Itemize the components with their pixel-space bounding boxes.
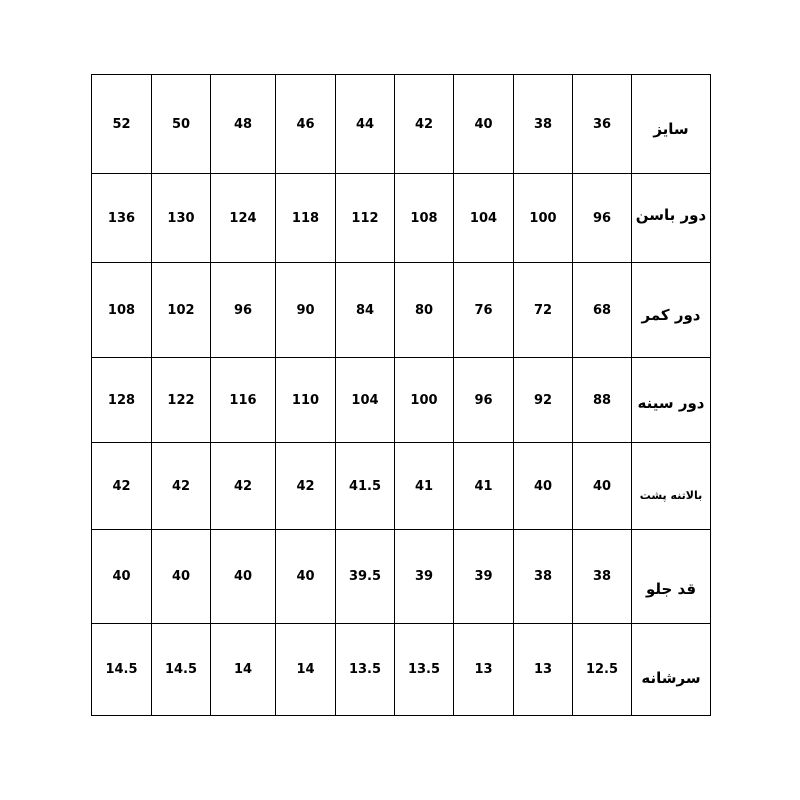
- table-cell: 84: [336, 263, 395, 358]
- table-cell: 108: [395, 174, 454, 263]
- table-cell: 96: [211, 263, 276, 358]
- table-cell: 38: [573, 530, 632, 624]
- table-cell: 40: [152, 530, 211, 624]
- table-cell: 80: [395, 263, 454, 358]
- table-cell: 104: [454, 174, 514, 263]
- table-cell: 13: [454, 624, 514, 716]
- row-label-text: سرشانه: [641, 668, 701, 687]
- row-label-front-length: [632, 530, 711, 624]
- table-cell: 40: [454, 75, 514, 174]
- table-cell: 39.5: [336, 530, 395, 624]
- table-cell: 14: [211, 624, 276, 716]
- table-cell: 38: [514, 75, 573, 174]
- table-cell: 42: [276, 443, 336, 530]
- table-cell: 14: [276, 624, 336, 716]
- table-cell: 90: [276, 263, 336, 358]
- table-cell: 13.5: [336, 624, 395, 716]
- table-cell: 136: [92, 174, 152, 263]
- table-cell: 76: [454, 263, 514, 358]
- row-label-size: [632, 75, 711, 174]
- table-cell: 92: [514, 358, 573, 443]
- row-label-text: دور سینه: [637, 394, 705, 412]
- table-cell: 41: [454, 443, 514, 530]
- table-cell: 14.5: [92, 624, 152, 716]
- table-cell: 39: [395, 530, 454, 624]
- table-cell: 50: [152, 75, 211, 174]
- row-label-text: دور باسن: [635, 206, 707, 224]
- table-cell: 96: [573, 174, 632, 263]
- row-label-text: قد جلو: [645, 579, 697, 598]
- table-cell: 44: [336, 75, 395, 174]
- row-label-text: دور کمر: [641, 306, 701, 324]
- table-cell: 112: [336, 174, 395, 263]
- table-row-chest: [92, 358, 711, 443]
- table-cell: 40: [573, 443, 632, 530]
- table-cell: 118: [276, 174, 336, 263]
- table-cell: 13: [514, 624, 573, 716]
- table-cell: 110: [276, 358, 336, 443]
- table-row-back-length: [92, 443, 711, 530]
- table-cell: 40: [211, 530, 276, 624]
- table-cell: 40: [276, 530, 336, 624]
- row-label-waist: [632, 263, 711, 358]
- table-row-shoulder: [92, 624, 711, 716]
- table-cell: 12.5: [573, 624, 632, 716]
- table-cell: 124: [211, 174, 276, 263]
- table-cell: 42: [152, 443, 211, 530]
- table-cell: 41: [395, 443, 454, 530]
- table-cell: 40: [92, 530, 152, 624]
- table-row-waist: [92, 263, 711, 358]
- row-label-text: بالاتنه پشت: [639, 488, 703, 502]
- table-cell: 42: [92, 443, 152, 530]
- table-cell: 39: [454, 530, 514, 624]
- table-cell: 128: [92, 358, 152, 443]
- table-cell: 104: [336, 358, 395, 443]
- table-row-front-length: [92, 530, 711, 624]
- row-label-text: سایز: [653, 120, 689, 138]
- row-label-back-length: [632, 443, 711, 530]
- table-cell: 100: [395, 358, 454, 443]
- size-chart-table: [91, 74, 711, 716]
- table-cell: 36: [573, 75, 632, 174]
- table-cell: 42: [211, 443, 276, 530]
- table-cell: 52: [92, 75, 152, 174]
- table-cell: 42: [395, 75, 454, 174]
- table-row-hip: [92, 174, 711, 263]
- table-cell: 72: [514, 263, 573, 358]
- table-cell: 100: [514, 174, 573, 263]
- table-cell: 38: [514, 530, 573, 624]
- table-cell: 130: [152, 174, 211, 263]
- table-cell: 108: [92, 263, 152, 358]
- table-cell: 68: [573, 263, 632, 358]
- table-cell: 13.5: [395, 624, 454, 716]
- table-cell: 48: [211, 75, 276, 174]
- table-cell: 46: [276, 75, 336, 174]
- table-row-size: [92, 75, 711, 174]
- table-cell: 96: [454, 358, 514, 443]
- table-cell: 102: [152, 263, 211, 358]
- table-cell: 122: [152, 358, 211, 443]
- row-label-chest: [632, 358, 711, 443]
- table-cell: 40: [514, 443, 573, 530]
- row-label-shoulder: [632, 624, 711, 716]
- row-label-hip: [632, 174, 711, 263]
- table-cell: 116: [211, 358, 276, 443]
- table-cell: 14.5: [152, 624, 211, 716]
- table-cell: 41.5: [336, 443, 395, 530]
- table-cell: 88: [573, 358, 632, 443]
